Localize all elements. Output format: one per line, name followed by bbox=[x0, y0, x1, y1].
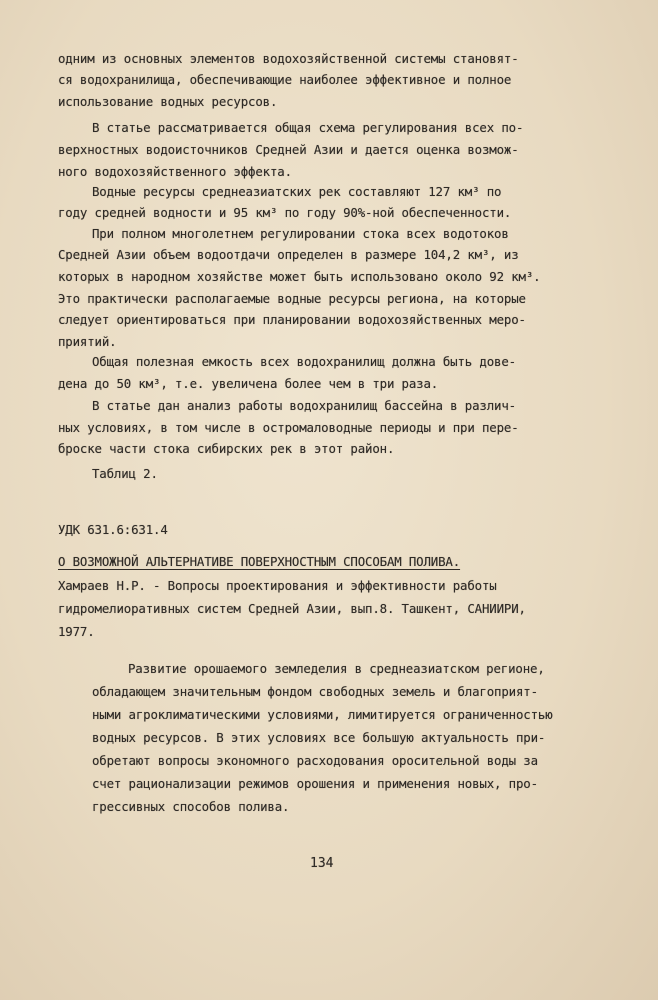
text-line: верхностных водоисточников Средней Азии и дается оценка возмож- bbox=[58, 142, 519, 157]
citation-line: гидромелиоративных систем Средней Азии, вып.8. Ташкент, САНИИРИ, bbox=[58, 601, 526, 616]
text-line: При полном многолетнем регулировании стока всех водотоков bbox=[92, 226, 509, 241]
text-line: Водные ресурсы среднеазиатских рек составляют 127 км³ по bbox=[92, 184, 502, 199]
text-line: использование водных ресурсов. bbox=[58, 94, 278, 109]
text-line: грессивных способов полива. bbox=[92, 799, 290, 814]
udc-code: УДК 631.6:631.4 bbox=[58, 522, 168, 537]
table-count: Таблиц 2. bbox=[92, 466, 158, 481]
text-line: которых в народном хозяйстве может быть использовано около 92 км³. bbox=[58, 269, 541, 284]
text-line: ных условиях, в том числе в остромаловодные периоды и при пере- bbox=[58, 420, 519, 435]
text-line: Средней Азии объем водоотдачи определен в размере 104,2 км³, из bbox=[58, 247, 519, 262]
text-line: водных ресурсов. В этих условиях все большую актуальность при- bbox=[92, 730, 546, 745]
citation-line: 1977. bbox=[58, 624, 95, 639]
text-line: Общая полезная емкость всех водохранилищ должна быть дове- bbox=[92, 354, 516, 369]
text-line: обретают вопросы экономного расходования оросительной воды за bbox=[92, 753, 538, 768]
text-line: В статье рассматривается общая схема регулирования всех по- bbox=[92, 120, 524, 135]
text-line: году средней водности и 95 км³ по году 90%-ной обеспеченности. bbox=[58, 205, 512, 220]
text-line: следует ориентироваться при планировании водохозяйственных меро- bbox=[58, 312, 526, 327]
article-title: О ВОЗМОЖНОЙ АЛЬТЕРНАТИВЕ ПОВЕРХНОСТНЫМ СПОСОБАМ ПОЛИВА. bbox=[58, 554, 461, 569]
text-line: обладающем значительным фондом свободных земель и благоприят- bbox=[92, 684, 538, 699]
text-line: броске части стока сибирских рек в этот район. bbox=[58, 441, 395, 456]
text-line: Это практически располагаемые водные ресурсы региона, на которые bbox=[58, 291, 526, 306]
page-number: 134 bbox=[310, 856, 334, 871]
text-line: ся водохранилища, обеспечивающие наиболее эффективное и полное bbox=[58, 72, 512, 87]
text-line: В статье дан анализ работы водохранилищ бассейна в различ- bbox=[92, 398, 516, 413]
text-line: дена до 50 км³, т.е. увеличена более чем в три раза. bbox=[58, 376, 439, 391]
text-line: одним из основных элементов водохозяйственной системы становят- bbox=[58, 51, 519, 66]
text-line: приятий. bbox=[58, 334, 117, 349]
text-line: счет рационализации режимов орошения и применения новых, про- bbox=[92, 776, 538, 791]
text-line: Развитие орошаемого земледелия в среднеазиатском регионе, bbox=[128, 661, 545, 676]
text-line: ного водохозяйственного эффекта. bbox=[58, 164, 292, 179]
text-line: ными агроклиматическими условиями, лимитируется ограниченностью bbox=[92, 707, 553, 722]
citation-line: Хамраев Н.Р. - Вопросы проектирования и эффективности работы bbox=[58, 578, 497, 593]
